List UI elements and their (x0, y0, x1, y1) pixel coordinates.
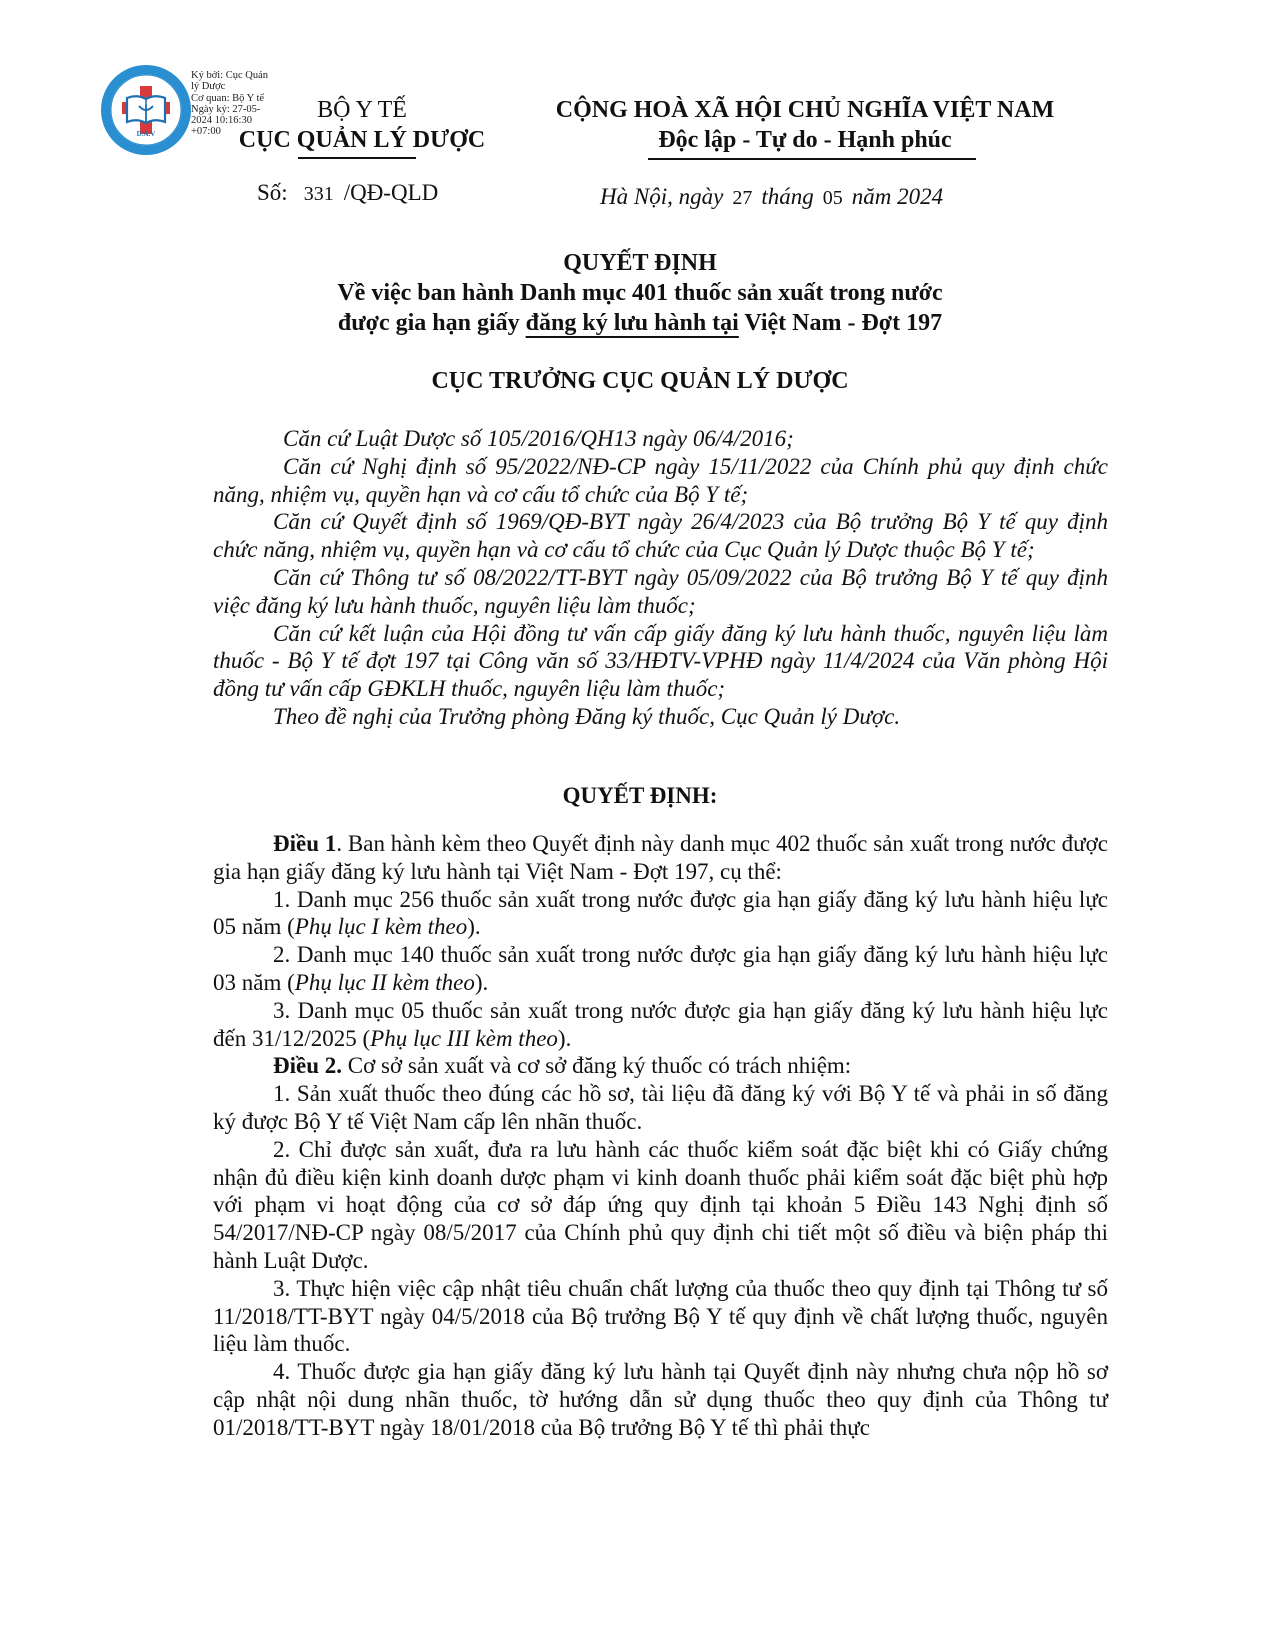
ministry-name: BỘ Y TẾ (317, 97, 407, 123)
authority-heading: CỤC TRƯỞNG CỤC QUẢN LÝ DƯỢC (431, 368, 849, 394)
signature-line: +07:00 (191, 126, 221, 138)
article-2-item: 2. Chỉ được sản xuất, đưa ra lưu hành các thuốc kiểm soát đặc biệt khi có Giấy chứng nhận đủ điều kiện kinh doanh dược phạm vi kinh doanh thuốc phải kiểm soát đặc biệt phù hợp với phạm vi hoạt động của cơ sở đáp ứng quy định tại khoản 5 Điều 143 Nghị định số 54/2017/NĐ-CP ngày 08/5/2017 của Chính phủ quy định chi tiết một số điều và biện pháp thi hành Luật Dược. (213, 1136, 1108, 1273)
dav-seal-icon (100, 64, 192, 156)
title-line2-c: Việt Nam - Đợt 197 (738, 310, 943, 336)
basis-item: Theo đề nghị của Trưởng phòng Đăng ký thuốc, Cục Quản lý Dược. (273, 703, 901, 729)
signature-line: 2024 10:16:30 (191, 115, 252, 127)
document-number (257, 178, 438, 209)
decision-title (200, 248, 1080, 338)
basis-item: Căn cứ Luật Dược số 105/2016/QH13 ngày 06/4/2016; (283, 426, 794, 451)
basis-item: Căn cứ kết luận của Hội đồng tư vấn cấp giấy đăng ký lưu hành thuốc, nguyên liệu làm thuốc - Bộ Y tế đợt 197 tại Công văn số 33/HĐTV-VPHĐ ngày 11/4/2024 của Văn phòng Hội đồng tư vấn cấp GĐKLH thuốc, nguyên liệu làm thuốc; (213, 620, 1108, 702)
legal-basis (213, 425, 1108, 731)
title-subject-line2 (200, 308, 1080, 338)
appendix-ref: Phụ lục III kèm theo (370, 1025, 558, 1051)
item-text: 1. Danh mục 256 thuốc sản xuất trong nước được gia hạn giấy đăng ký lưu hành hiệu lực 05 năm ( (213, 886, 1108, 940)
article-2 (213, 1052, 1108, 1080)
national-heading (520, 95, 1090, 160)
appendix-ref: Phụ lục II kèm theo (294, 969, 475, 995)
item-text: 2. Danh mục 140 thuốc sản xuất trong nước được gia hạn giấy đăng ký lưu hành hiệu lực 03 năm ( (213, 942, 1108, 995)
title-subject-line1: Về việc ban hành Danh mục 401 thuốc sản xuất trong nước (337, 280, 943, 306)
motto-underline (648, 158, 976, 160)
title-line2-underlined: đăng ký lưu hành tại (525, 310, 739, 336)
doc-no-value: 331 (303, 183, 334, 205)
national-motto: Độc lập - Tự do - Hạnh phúc (658, 127, 952, 153)
article-1-text: . Ban hành kèm theo Quyết định này danh mục 402 thuốc sản xuất trong nước được gia hạn giấy đăng ký lưu hành tại Việt Nam - Đợt 197, cụ thể: (213, 831, 1109, 884)
article-2-item: 3. Thực hiện việc cập nhật tiêu chuẩn chất lượng của thuốc theo quy định tại Thông tư số 11/2018/TT-BYT ngày 04/5/2018 của Bộ trưởng Bộ Y tế quy định về chất lượng thuốc, nguyên liệu làm thuốc. (213, 1275, 1108, 1357)
signature-line: Ngày ký: 27-05- (191, 103, 261, 115)
signature-line: Ký bởi: Cục Quản (191, 70, 269, 81)
doc-no-suffix: /QĐ-QLD (343, 180, 439, 205)
decide-heading: QUYẾT ĐỊNH: (562, 783, 718, 808)
article-1 (213, 830, 1108, 886)
signature-line: lý Dược (191, 81, 226, 93)
title-heading: QUYẾT ĐỊNH (563, 250, 717, 276)
articles (213, 830, 1108, 1442)
issuing-agency (214, 95, 510, 159)
basis-item: Căn cứ Nghị định số 95/2022/NĐ-CP ngày 15/11/2022 của Chính phủ quy định chức năng, nhiệm vụ, quyền hạn và cơ cấu tổ chức của Bộ Y tế; (213, 453, 1108, 507)
article-2-label: Điều 2. (273, 1053, 342, 1079)
basis-item: Căn cứ Thông tư số 08/2022/TT-BYT ngày 05/09/2022 của Bộ trưởng Bộ Y tế quy định việc đăng ký lưu hành thuốc, nguyên liệu làm thuốc; (213, 564, 1108, 618)
article-2-text: Cơ sở sản xuất và cơ sở đăng ký thuốc có trách nhiệm: (342, 1053, 852, 1079)
basis-item: Căn cứ Quyết định số 1969/QĐ-BYT ngày 26/4/2023 của Bộ trưởng Bộ Y tế quy định chức năng, nhiệm vụ, quyền hạn và cơ cấu tổ chức của Cục Quản lý Dược thuộc Bộ Y tế; (213, 509, 1108, 563)
item-text: 3. Danh mục 05 thuốc sản xuất trong nước được gia hạn giấy đăng ký lưu hành hiệu lực đến 31/12/2025 ( (213, 997, 1108, 1051)
item-end: ). (467, 914, 481, 940)
item-end: ). (557, 1025, 572, 1051)
article-2-item: 4. Thuốc được gia hạn giấy đăng ký lưu hành tại Quyết định này nhưng chưa nộp hồ sơ cập nhật nội dung nhãn thuốc, tờ hướng dẫn sử dụng thuốc theo quy định của Thông tư 01/2018/TT-BYT ngày 18/01/2018 của Bộ trưởng Bộ Y tế thì phải thực (213, 1359, 1108, 1440)
signature-line: Cơ quan: Bộ Y tế (191, 92, 265, 104)
article-1-item (213, 941, 1108, 997)
date-month: 05 (822, 187, 843, 209)
state-name: CỘNG HOÀ XÃ HỘI CHỦ NGHĨA VIỆT NAM (555, 97, 1055, 123)
agency-name: CỤC QUẢN LÝ DƯỢC (238, 127, 486, 153)
title-line2-a: được gia hạn giấy (337, 310, 526, 336)
article-2-item: 1. Sản xuất thuốc theo đúng các hồ sơ, tài liệu đã đăng ký với Bộ Y tế và phải in số đăng ký được Bộ Y tế Việt Nam cấp lên nhãn thuốc. (213, 1081, 1108, 1134)
doc-no-label: Số: (257, 180, 288, 205)
item-end: ). (474, 969, 489, 995)
article-1-label: Điều 1 (273, 831, 337, 856)
article-1-item (213, 997, 1108, 1053)
month-label: tháng (761, 184, 814, 209)
appendix-ref: Phụ lục I kèm theo (294, 914, 468, 940)
agency-underline (298, 157, 416, 159)
year-label: năm 2024 (851, 184, 944, 209)
place-date (600, 182, 943, 213)
article-1-item (213, 886, 1108, 942)
agency-seal-logo (100, 64, 192, 156)
place-prefix: Hà Nội, ngày (600, 184, 724, 209)
seal-center-text: D.A.V (136, 130, 156, 138)
date-day: 27 (732, 187, 753, 209)
